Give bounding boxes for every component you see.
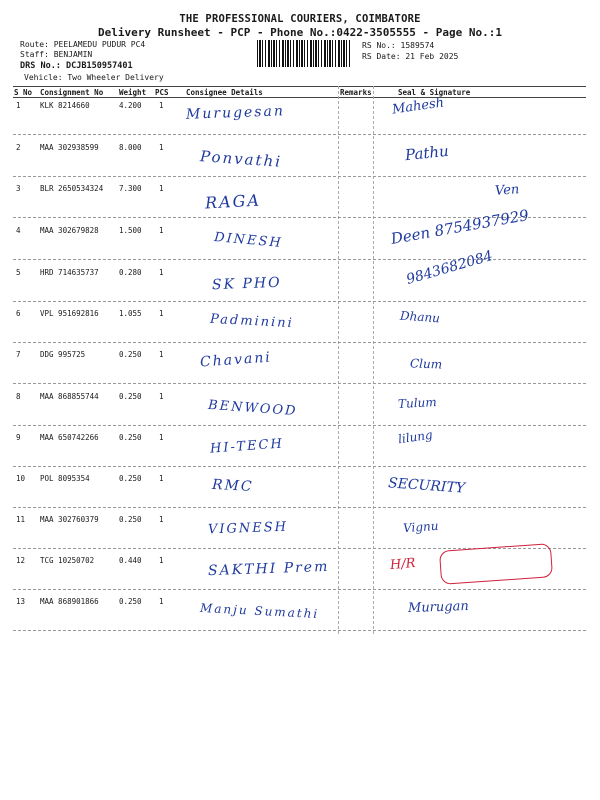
remarks-divider — [338, 86, 339, 634]
row-serial-number: 5 — [16, 268, 21, 277]
row-consignee-handwriting: DINESH — [213, 230, 284, 251]
row-separator — [13, 134, 586, 135]
row-serial-number: 9 — [16, 433, 21, 442]
row-consignee-handwriting: Ponvathi — [199, 147, 283, 171]
row-serial-number: 1 — [16, 101, 21, 110]
col-header-consignment: Consignment No — [40, 88, 104, 97]
row-consignment-number: TCG 10250702 — [40, 556, 95, 565]
row-weight: 0.250 — [119, 392, 142, 401]
row-pieces: 1 — [159, 226, 164, 235]
row-pieces: 1 — [159, 184, 164, 193]
signature-divider — [373, 86, 374, 634]
row-separator — [13, 176, 586, 177]
row-signature-handwriting: Ven — [494, 182, 520, 199]
company-title: THE PROFESSIONAL COURIERS, COIMBATORE — [179, 13, 421, 25]
row-separator — [13, 507, 586, 508]
row-serial-number: 12 — [16, 556, 26, 565]
row-serial-number: 10 — [16, 474, 26, 483]
row-weight: 0.250 — [119, 474, 142, 483]
row-signature-handwriting: Deen 8754937929 — [389, 206, 531, 248]
row-pieces: 1 — [159, 515, 164, 524]
row-consignee-handwriting: Padminini — [209, 311, 295, 332]
row-consignment-number: VPL 951692816 — [40, 309, 99, 318]
row-consignee-handwriting: SK PHO — [211, 274, 282, 294]
row-consignment-number: HRD 714635737 — [40, 268, 99, 277]
row-signature-handwriting: 9843682084 — [404, 248, 495, 288]
row-consignment-number: DDG 995725 — [40, 350, 86, 359]
row-consignment-number: KLK 8214660 — [40, 101, 90, 110]
row-weight: 7.300 — [119, 184, 142, 193]
row-serial-number: 8 — [16, 392, 21, 401]
row-weight: 8.000 — [119, 143, 142, 152]
row-serial-number: 13 — [16, 597, 26, 606]
row-separator — [13, 383, 586, 384]
row-signature-handwriting: Pathu — [404, 141, 450, 165]
row-weight: 0.250 — [119, 350, 142, 359]
row-consignee-handwriting: RAGA — [204, 190, 262, 213]
col-header-remarks: Remarks — [340, 88, 372, 97]
route-label: Route: PEELAMEDU PUDUR PC4 — [20, 40, 146, 49]
row-pieces: 1 — [159, 392, 164, 401]
row-weight: 0.280 — [119, 268, 142, 277]
row-separator — [13, 589, 586, 590]
row-weight: 0.250 — [119, 597, 142, 606]
row-consignment-number: MAA 650742266 — [40, 433, 99, 442]
row-consignee-handwriting: BENWOOD — [207, 397, 298, 420]
row-signature-handwriting: Tulum — [397, 394, 438, 412]
row-signature-handwriting: H/R — [389, 555, 417, 574]
col-header-pcs: PCS — [155, 88, 169, 97]
table-top-rule — [13, 86, 586, 87]
row-weight: 0.440 — [119, 556, 142, 565]
row-signature-handwriting: Dhanu — [399, 308, 441, 326]
rs-date: RS Date: 21 Feb 2025 — [362, 52, 459, 61]
row-separator — [13, 425, 586, 426]
row-pieces: 1 — [159, 556, 164, 565]
row-consignee-handwriting: RMC — [211, 476, 254, 496]
row-consignee-handwriting: SAKTHI Prem — [207, 558, 330, 580]
row-consignment-number: MAA 302938599 — [40, 143, 99, 152]
row-separator — [13, 342, 586, 343]
row-consignment-number: MAA 302679828 — [40, 226, 99, 235]
row-signature-handwriting: Vignu — [402, 518, 439, 536]
row-pieces: 1 — [159, 597, 164, 606]
col-header-sno: S No — [14, 88, 33, 97]
row-signature-handwriting: SECURITY — [387, 475, 466, 497]
row-serial-number: 7 — [16, 350, 21, 359]
row-pieces: 1 — [159, 268, 164, 277]
col-header-weight: Weight — [119, 88, 147, 97]
row-serial-number: 11 — [16, 515, 26, 524]
row-consignment-number: BLR 2650534324 — [40, 184, 104, 193]
row-separator — [13, 630, 586, 631]
staff-label: Staff: BENJAMIN — [20, 50, 93, 59]
row-consignee-handwriting: Chavani — [199, 349, 273, 371]
rs-number: RS No.: 1589574 — [362, 41, 435, 50]
row-signature-handwriting: Murugan — [407, 598, 469, 617]
row-serial-number: 3 — [16, 184, 21, 193]
row-signature-handwriting: Mahesh — [391, 95, 445, 118]
row-weight: 1.500 — [119, 226, 142, 235]
row-weight: 1.055 — [119, 309, 142, 318]
runsheet-title: Delivery Runsheet - PCP - Phone No.:0422-3505555 - Page No.:1 — [98, 26, 502, 39]
hr-stamp-outline — [439, 543, 553, 585]
row-signature-handwriting: lilung — [397, 427, 434, 447]
row-pieces: 1 — [159, 474, 164, 483]
row-consignment-number: MAA 302760379 — [40, 515, 99, 524]
row-pieces: 1 — [159, 433, 164, 442]
barcode-image — [257, 40, 351, 67]
row-separator — [13, 301, 586, 302]
vehicle-label: Vehicle: Two Wheeler Delivery — [24, 73, 164, 82]
row-separator — [13, 466, 586, 467]
col-header-consignee: Consignee Details — [186, 88, 263, 97]
row-separator — [13, 259, 586, 260]
col-header-signature: Seal & Signature — [398, 88, 471, 97]
row-consignment-number: MAA 868855744 — [40, 392, 99, 401]
row-consignment-number: POL 8095354 — [40, 474, 90, 483]
header-bottom-rule — [13, 97, 586, 98]
row-pieces: 1 — [159, 309, 164, 318]
row-consignee-handwriting: Murugesan — [185, 103, 286, 123]
row-pieces: 1 — [159, 350, 164, 359]
row-pieces: 1 — [159, 143, 164, 152]
row-consignee-handwriting: VIGNESH — [207, 519, 289, 538]
row-weight: 4.200 — [119, 101, 142, 110]
row-serial-number: 2 — [16, 143, 21, 152]
row-signature-handwriting: Clum — [409, 356, 443, 372]
row-pieces: 1 — [159, 101, 164, 110]
row-consignment-number: MAA 868901866 — [40, 597, 99, 606]
row-serial-number: 4 — [16, 226, 21, 235]
row-serial-number: 6 — [16, 309, 21, 318]
row-weight: 0.250 — [119, 433, 142, 442]
row-weight: 0.250 — [119, 515, 142, 524]
drs-number: DRS No.: DCJB150957401 — [20, 61, 133, 71]
row-consignee-handwriting: HI-TECH — [209, 436, 285, 457]
row-consignee-handwriting: Manju Sumathi — [199, 600, 320, 622]
